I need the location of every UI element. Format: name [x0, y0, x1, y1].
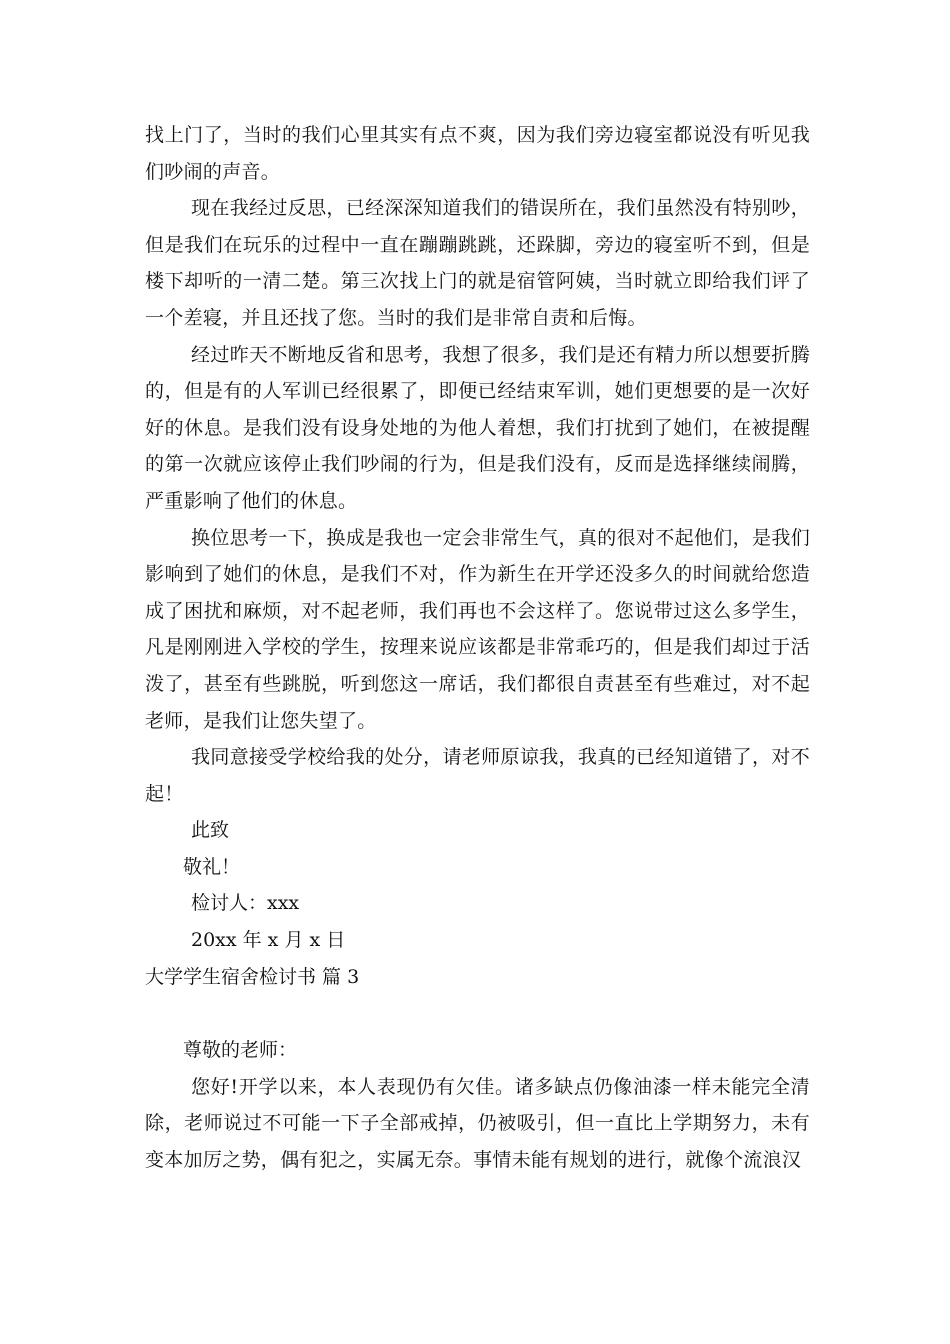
- blank-line: [145, 995, 810, 1032]
- paragraph-thinking: 经过昨天不断地反省和思考，我想了很多，我们是还有精力所以想要折腾的，但是有的人军训已经很累了，即便已经结束军训，她们更想要的是一次好好的休息。是我们没有设身处地的为他人着想，我们打扰到了她们，在被提醒的第一次就应该停止我们吵闹的行为，但是我们没有，反而是选择继续闹腾，严重影响了他们的休息。: [145, 343, 810, 512]
- salutation: 尊敬的老师：: [183, 1039, 298, 1062]
- date-line: 20xx 年 x 月 x 日: [191, 929, 346, 952]
- signer-line: 检讨人：xxx: [191, 892, 300, 915]
- paragraph-acceptance: 我同意接受学校给我的处分，请老师原谅我，我真的已经知道错了，对不起！: [145, 746, 810, 805]
- paragraph-reflection: 现在我经过反思，已经深深知道我们的错误所在，我们虽然没有特别吵，但是我们在玩乐的过程中一直在蹦蹦跳跳，还跺脚，旁边的寝室听不到，但是楼下却听的一清二楚。第三次找上门的就是宿管阿姨，当时就立即给我们评了一个差寝，并且还找了您。当时的我们是非常自责和后悔。: [145, 197, 810, 329]
- paragraph-continued: 找上门了，当时的我们心里其实有点不爽，因为我们旁边寝室都说没有听见我们吵闹的声音。: [145, 124, 810, 183]
- closing-salute: 敬礼！: [183, 855, 241, 878]
- paragraph-opening: 您好!开学以来，本人表现仍有欠佳。诸多缺点仍像油漆一样未能完全清除，老师说过不可能一下子全部戒掉，仍被吸引，但一直比上学期努力，未有变本加厉之势，偶有犯之，实属无奈。事情未能有规划的进行，就像个流浪汉: [145, 1075, 810, 1172]
- document-page: [145, 117, 810, 1179]
- closing-greeting: 此致: [191, 819, 230, 842]
- paragraph-empathy: 换位思考一下，换成是我也一定会非常生气，真的很对不起他们，是我们影响到了她们的休息，是我们不对，作为新生在开学还没多久的时间就给您造成了困扰和麻烦，对不起老师，我们再也不会这样了。您说带过这么多学生，凡是刚刚进入学校的学生，按理来说应该都是非常乖巧的，但是我们却过于活泼了，甚至有些跳脱，听到您这一席话，我们都很自责甚至有些难过，对不起老师，是我们让您失望了。: [145, 526, 810, 732]
- section-title: 大学学生宿舍检讨书 篇 3: [145, 965, 360, 988]
